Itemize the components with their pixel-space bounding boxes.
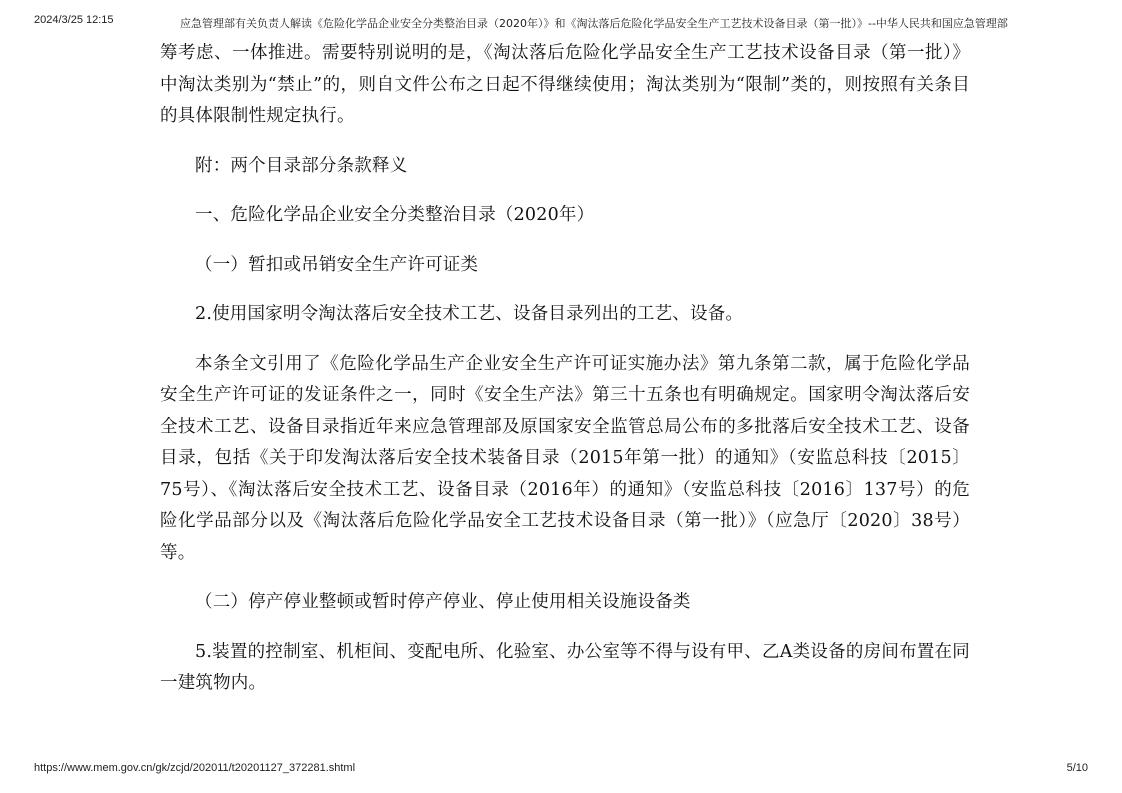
print-source-url: https://www.mem.gov.cn/gk/zcjd/202011/t20201127_372281.shtml	[34, 762, 356, 774]
print-header	[0, 14, 1122, 30]
subsection-heading: （二）停产停业整顿或暂时停产停业、停止使用相关设施设备类	[195, 592, 691, 612]
print-datetime: 2024/3/25 12:15	[34, 14, 114, 26]
article-body	[160, 38, 970, 718]
print-page-title: 应急管理部有关负责人解读《危险化学品企业安全分类整治目录（2020年）》和《淘汰落后危险化学品安全生产工艺技术设备目录（第一批）》--中华人民共和国应急管理部	[180, 17, 1008, 30]
print-page-indicator: 5/10	[1066, 762, 1088, 774]
subsection-heading: （一）暂扣或吊销安全生产许可证类	[195, 254, 479, 275]
clause-item: 2.使用国家明令淘汰落后安全技术工艺、设备目录列出的工艺、设备。	[195, 304, 744, 324]
clause-item: 5.装置的控制室、机柜间、变配电所、化验室、办公室等不得与设有甲、乙A类设备的房间布置在同一建筑物内。	[160, 641, 970, 693]
print-footer	[0, 762, 1122, 778]
article-paragraph-continuation: 筹考虑、一体推进。需要特别说明的是，《淘汰落后危险化学品安全生产工艺技术设备目录（第一批）》中淘汰类别为“禁止”的，则自文件公布之日起不得继续使用；淘汰类别为“限制”类的，则按照有关条目的具体限制性规定执行。	[160, 43, 970, 126]
clause-explanation: 本条全文引用了《危险化学品生产企业安全生产许可证实施办法》第九条第二款，属于危险化学品安全生产许可证的发证条件之一，同时《安全生产法》第三十五条也有明确规定。国家明令淘汰落后安全技术工艺、设备目录指近年来应急管理部及原国家安全监管总局公布的多批落后安全技术工艺、设备目录，包括《关于印发淘汰落后安全技术装备目录（2015年第一批）的通知》（安监总科技〔2015〕75号）、《淘汰落后安全技术工艺、设备目录（2016年）的通知》（安监总科技〔2016〕137号）的危险化学品部分以及《淘汰落后危险化学品安全工艺技术设备目录（第一批）》（应急厅〔2020〕38号）等。	[160, 353, 970, 563]
appendix-heading: 附：两个目录部分条款释义	[195, 155, 408, 176]
section-heading: 一、危险化学品企业安全分类整治目录（2020年）	[195, 205, 595, 225]
